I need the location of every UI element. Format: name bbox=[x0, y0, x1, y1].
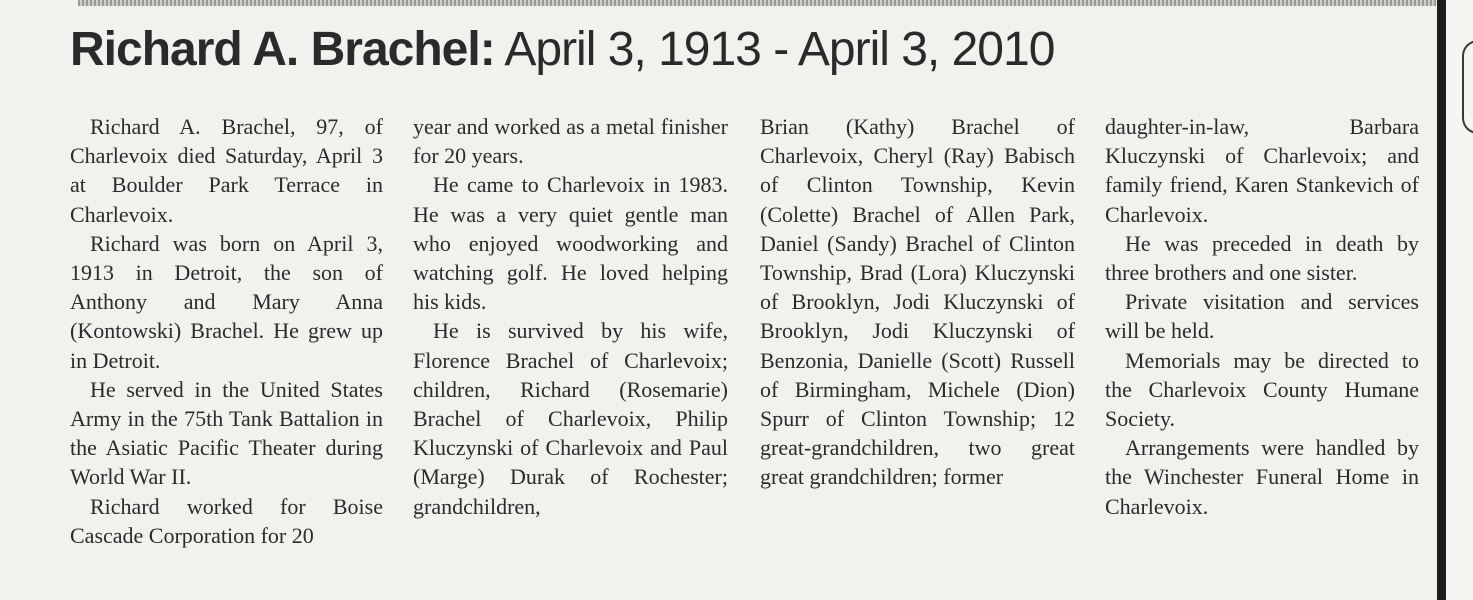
article-column-4 bbox=[1105, 112, 1419, 521]
paragraph: Richard worked for Boise Cascade Corporation for 20 bbox=[70, 493, 383, 548]
paragraph: Richard was born on April 3, 1913 in Detroit, the son of Anthony and Mary Anna (Kontowski) Brachel. He grew up in Detroit. bbox=[70, 230, 383, 373]
paragraph: Memorials may be directed to the Charlevoix County Humane Society. bbox=[1105, 347, 1419, 432]
paragraph: year and worked as a metal finisher for 20 years. bbox=[413, 114, 728, 169]
paragraph: He is survived by his wife, Florence Brachel of Charlevoix; children, Richard (Rosemarie) Brachel of Charlevoix, Philip Kluczynski of Charlevoix and Paul (Marge) Durak of Rochester; grandchildren, bbox=[413, 318, 728, 519]
article-column-1 bbox=[70, 112, 383, 550]
paragraph: Brian (Kathy) Brachel of Charlevoix, Cheryl (Ray) Babisch of Clinton Township, Kevin (Colette) Brachel of Allen Park, Daniel (Sandy) Brachel of Clinton Township, Brad (Lora) Kluczynski of Brooklyn, Jodi Kluczynski of Brooklyn, Jodi Kluczynski of Benzonia, Danielle (Scott) Russell of Birmingham, Michele (Dion) Spurr of Clinton Township; 12 great-grandchildren, two great great grandchildren; former bbox=[760, 114, 1075, 490]
paragraph: daughter-in-law, Barbara Kluczynski of Charlevoix; and family friend, Karen Stankevich of Charlevoix. bbox=[1105, 114, 1419, 227]
headline-name: Richard A. Brachel: bbox=[70, 23, 495, 76]
paragraph: He was preceded in death by three brothers and one sister. bbox=[1105, 230, 1419, 286]
headline-dates: April 3, 1913 - April 3, 2010 bbox=[504, 23, 1055, 76]
article-column-3 bbox=[760, 112, 1075, 492]
obituary-headline bbox=[70, 18, 1054, 82]
column-divider-rule bbox=[1437, 0, 1446, 600]
paragraph: He served in the United States Army in the 75th Tank Battalion in the Asiatic Pacific Theater during World War II. bbox=[70, 376, 383, 490]
paragraph: Arrangements were handled by the Winchester Funeral Home in Charlevoix. bbox=[1105, 435, 1419, 519]
adjacent-graphic-fragment bbox=[1462, 40, 1473, 134]
paragraph: Private visitation and services will be held. bbox=[1105, 289, 1419, 344]
paragraph: He came to Charlevoix in 1983. He was a very quiet gentle man who enjoyed woodworking and watching golf. He loved helping his kids. bbox=[413, 172, 728, 315]
top-border-rule bbox=[78, 0, 1436, 6]
article-column-2 bbox=[413, 112, 728, 521]
paragraph: Richard A. Brachel, 97, of Charlevoix died Saturday, April 3 at Boulder Park Terrace in Charlevoix. bbox=[70, 114, 383, 227]
